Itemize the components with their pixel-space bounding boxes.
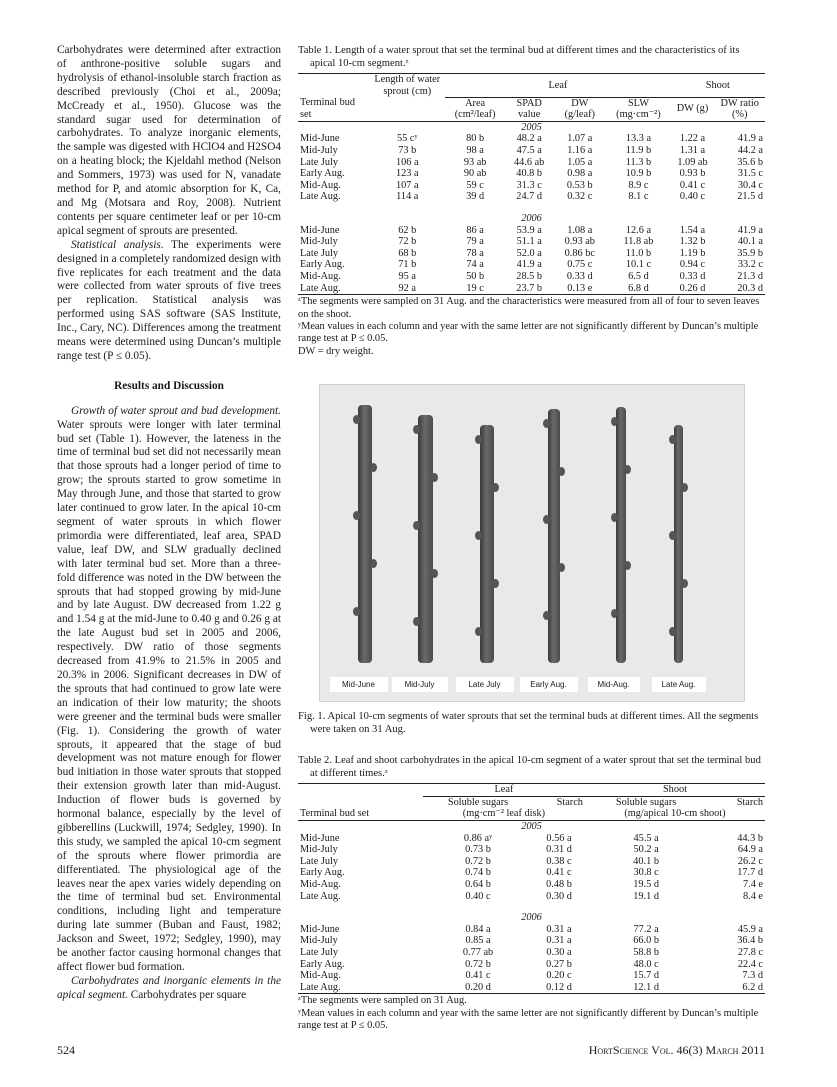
table-cell: 0.31 a: [546, 923, 572, 935]
table1-notes: [298, 296, 765, 358]
bud-mark: [543, 611, 550, 620]
table-cell: Late Aug.: [300, 282, 341, 294]
table-cell: 48.0 c: [633, 958, 659, 970]
t2-header-shoot-unit: (mg/apical 10-cm shoot): [624, 808, 726, 820]
table-cell: 44.6 ab: [514, 156, 545, 168]
table-cell: 35.9 b: [737, 247, 763, 259]
table-cell: 21.5 d: [737, 191, 763, 203]
table-row: [298, 935, 765, 947]
table-cell: 79 a: [466, 236, 484, 248]
table-cell: 39 d: [466, 191, 485, 203]
table-cell: 0.93 b: [679, 168, 706, 180]
sprout-label: Early Aug.: [520, 677, 578, 692]
table1-body: [298, 121, 765, 294]
table-cell: 1.08 a: [567, 224, 593, 236]
table-cell: 71 b: [398, 259, 417, 271]
table-cell: Mid-June: [300, 832, 340, 844]
table-cell: Mid-June: [300, 923, 340, 935]
table-cell: 0.33 d: [679, 271, 706, 282]
bud-mark: [475, 627, 482, 636]
table-cell: 44.3 b: [737, 832, 763, 844]
table-row: [298, 879, 765, 891]
table-row: [298, 248, 765, 260]
journal-line: HortScience Vol. 46(3) March 2011: [588, 1043, 765, 1057]
table-cell: 50 b: [466, 271, 485, 282]
table-cell: 44.2 a: [737, 145, 763, 157]
table-cell: 19 c: [466, 282, 484, 294]
table-row: [298, 891, 765, 903]
table-cell: 0.56 a: [546, 832, 572, 844]
figure1-caption: Fig. 1. Apical 10-cm segments of water sprouts that set the terminal buds at different times. All the segments were taken on 31 Aug.: [298, 711, 759, 736]
section-heading: Results and Discussion: [114, 379, 224, 392]
table-row: [298, 833, 765, 845]
table-cell: 40.8 b: [516, 168, 543, 180]
table-cell: 0.93 ab: [564, 236, 595, 248]
table-cell: 0.53 b: [566, 179, 593, 191]
table-cell: 55 cʸ: [397, 133, 418, 145]
bud-mark: [669, 531, 676, 540]
table-cell: 41.9 a: [737, 224, 763, 236]
table-cell: 52.0 a: [516, 247, 542, 259]
table-row: [298, 259, 765, 271]
table-cell: 8.4 e: [742, 890, 763, 902]
table-cell: 13.3 a: [625, 133, 652, 145]
left-column: [57, 44, 281, 1003]
table-row: [298, 867, 765, 879]
bud-mark: [558, 563, 565, 572]
table-cell: 19.1 d: [633, 890, 659, 902]
table-cell: 0.74 b: [465, 867, 491, 879]
table-row: [298, 947, 765, 959]
table-cell: 6.5 d: [628, 271, 649, 282]
bud-mark: [353, 415, 360, 424]
table-cell: 21.3 d: [737, 271, 763, 282]
carbohydrates-paragraph: [57, 975, 281, 1003]
bud-mark: [431, 473, 438, 482]
year-row: 2006: [521, 213, 542, 225]
table-row: [298, 856, 765, 868]
t2-header-shoot-starch: Starch: [736, 796, 763, 808]
t2-header-leaf-starch: Starch: [556, 796, 583, 808]
right-column: [298, 44, 765, 1033]
table-cell: 0.31 d: [546, 844, 572, 856]
year-row: 2005: [521, 121, 542, 133]
table-cell: 86 a: [466, 224, 484, 236]
table2-notes: [298, 995, 765, 1032]
table-cell: 0.48 b: [546, 878, 572, 890]
table-cell: 0.73 b: [465, 844, 491, 856]
table-cell: 92 a: [398, 282, 416, 294]
table-cell: 31.5 c: [737, 168, 763, 180]
table-cell: 45.9 a: [737, 923, 763, 935]
table-cell: 0.30 a: [546, 946, 572, 958]
t2-note-z: ᶻThe segments were sampled on 31 Aug.: [298, 995, 467, 1007]
table-cell: 0.20 c: [546, 970, 572, 982]
t1-note-z: ᶻThe segments were sampled on 31 Aug. and the characteristics were measured from all of four to seven leaves on the shoot.: [298, 296, 760, 320]
table-row: [298, 157, 765, 169]
table-cell: 0.41 c: [679, 179, 706, 191]
table-cell: 0.86 bc: [564, 247, 595, 259]
sprout-label: Mid-June: [330, 677, 388, 692]
table-cell: 1.07 a: [567, 133, 593, 145]
table-cell: Early Aug.: [300, 867, 345, 879]
table-cell: 50.2 a: [633, 844, 659, 856]
table-row: [298, 168, 765, 180]
table-cell: 74 a: [466, 259, 484, 271]
table-cell: 8.1 c: [628, 191, 649, 203]
table-cell: 20.3 d: [737, 282, 763, 294]
table-cell: 22.4 c: [737, 958, 763, 970]
table-cell: 10.9 b: [625, 168, 652, 180]
table-row: [298, 283, 765, 295]
table-cell: Mid-Aug.: [300, 179, 341, 191]
carb-heading: Carbohydrates and inorganic elements in the apical segment.: [57, 974, 281, 1001]
table-cell: 0.40 c: [679, 191, 706, 203]
table-cell: 6.2 d: [742, 981, 763, 993]
table-cell: 0.27 b: [546, 958, 572, 970]
bud-mark: [543, 515, 550, 524]
table-cell: 95 a: [398, 271, 416, 282]
table-row: [298, 924, 765, 936]
table-row: [298, 959, 765, 971]
table-row: [298, 133, 765, 145]
table-cell: 0.72 b: [465, 958, 491, 970]
table-row: [298, 970, 765, 982]
table-cell: 0.85 a: [465, 935, 491, 947]
table-cell: Mid-June: [300, 133, 340, 145]
t1-header-shoot-dw: DW (g): [676, 103, 709, 115]
table-cell: Mid-July: [300, 844, 338, 856]
table-cell: 24.7 d: [516, 191, 543, 203]
t1-header-shoot: Shoot: [671, 74, 765, 98]
table-cell: 0.86 aʸ: [463, 832, 493, 844]
table-cell: 0.41 c: [465, 970, 491, 982]
table-cell: 1.54 a: [679, 224, 706, 236]
t1-header-blank: [298, 74, 369, 98]
table-cell: 1.22 a: [679, 133, 706, 145]
table-cell: 62 b: [398, 224, 417, 236]
table-cell: 0.32 c: [567, 191, 593, 203]
table-cell: 90 ab: [463, 168, 487, 180]
table-cell: 40.1 a: [737, 236, 763, 248]
t2-header-leaf: Leaf: [423, 784, 585, 797]
table-cell: 26.2 c: [737, 855, 763, 867]
table-cell: 1.16 a: [567, 145, 593, 157]
bud-mark: [413, 425, 420, 434]
bud-mark: [492, 483, 499, 492]
table-row: [298, 145, 765, 157]
table-cell: Late Aug.: [300, 191, 341, 203]
t1-header-terminal: Terminal bud set: [300, 97, 356, 121]
t2-header-terminal: Terminal bud set: [300, 808, 370, 820]
bud-mark: [475, 531, 482, 540]
table-cell: Late July: [300, 156, 339, 168]
table-cell: 7.3 d: [742, 970, 763, 982]
t1-header-spad: SPAD value: [516, 97, 542, 121]
table-row: [298, 180, 765, 192]
table-cell: 1.31 a: [679, 145, 706, 157]
sprout-stem: [418, 415, 433, 663]
table-cell: 73 b: [398, 145, 417, 157]
table2-body: [298, 821, 765, 994]
table-cell: 7.4 e: [742, 878, 763, 890]
table-cell: 10.1 c: [625, 259, 652, 271]
table-cell: 1.32 b: [679, 236, 706, 248]
page-number: 524: [57, 1043, 75, 1057]
sprout-stem: [480, 425, 494, 663]
table-cell: 23.7 b: [516, 282, 543, 294]
table-cell: Mid-June: [300, 224, 340, 236]
table-cell: 80 b: [466, 133, 485, 145]
table-row: [298, 844, 765, 856]
table-cell: 0.94 c: [679, 259, 706, 271]
t2-note-y: ʸMean values in each column and year with the same letter are not significantly different by Duncan’s multiple range test at P ≤ 0.05.: [298, 1007, 759, 1032]
table-row: [298, 191, 765, 203]
figure1-photo: [319, 384, 745, 702]
table-cell: 1.05 a: [567, 156, 593, 168]
sprout-label: Mid-July: [392, 677, 448, 692]
table-cell: 11.0 b: [625, 247, 652, 259]
sprout-label: Late July: [456, 677, 514, 692]
table-cell: 41.9 a: [737, 133, 763, 145]
sprout-label: Mid-Aug.: [588, 677, 640, 692]
table-cell: Early Aug.: [300, 259, 345, 271]
table-cell: 48.2 a: [516, 133, 542, 145]
t1-note-y: ʸMean values in each column and year with the same letter are not significantly different by Duncan’s multiple range test at P ≤ 0.05.: [298, 321, 759, 345]
growth-paragraph: [57, 405, 281, 975]
bud-mark: [492, 579, 499, 588]
table-cell: 0.33 d: [566, 271, 593, 282]
bud-mark: [370, 559, 377, 568]
table-cell: 0.12 d: [546, 981, 572, 993]
t2-header-leaf-soluble: Soluble sugars: [447, 796, 509, 808]
bud-mark: [558, 467, 565, 476]
table-cell: 27.8 c: [737, 946, 763, 958]
table-cell: 0.64 b: [465, 878, 491, 890]
t1-header-length: Length of water sprout (cm): [374, 74, 441, 97]
table-cell: Early Aug.: [300, 168, 345, 180]
table-cell: 59 c: [466, 179, 484, 191]
t1-header-dw: DW (g/leaf): [564, 97, 595, 121]
table-cell: 72 b: [398, 236, 417, 248]
bud-mark: [543, 419, 550, 428]
table-cell: 0.38 c: [546, 855, 572, 867]
bud-mark: [669, 627, 676, 636]
table-cell: Mid-Aug.: [300, 271, 341, 282]
table-cell: 77.2 a: [633, 923, 659, 935]
table-cell: 0.30 d: [546, 890, 572, 902]
year-row: 2006: [521, 912, 542, 924]
table-cell: 51.1 a: [516, 236, 542, 248]
table-cell: 36.4 b: [737, 935, 763, 947]
bud-mark: [669, 435, 676, 444]
table-cell: 0.75 c: [567, 259, 593, 271]
table-cell: 53.9 a: [516, 224, 542, 236]
table-cell: 107 a: [395, 179, 419, 191]
t2-header-leaf-unit: (mg·cm⁻² leaf disk): [462, 808, 546, 820]
table-cell: Late July: [300, 855, 339, 867]
t1-note-dw: DW = dry weight.: [298, 345, 374, 357]
table-cell: 64.9 a: [737, 844, 763, 856]
bud-mark: [611, 609, 618, 618]
table-cell: 78 a: [466, 247, 484, 259]
growth-body: Water sprouts were longer with later terminal bud set (Table 1). However, the lateness in the time of terminal bud set did not necessarily mean that those sprouts had a longer period of time to grow; the sprouts started to grow sometime in May through June, and those that started to grow later continued to grow later. In the apical 10-cm segment of water sprouts in which flower primordia were differentiated, leaf area, SPAD value, leaf DW, and SLW gradually declined with later terminal bud set. More than a three-fold difference was noted in the DW between the sprouts that had stopped growing by mid-June and by late August. DW decreased from 1.22 g and 1.54 g at the mid-June to 0.40 g and 0.26 g at the late August bud set in 2005 and 2006, respectively. DW ratio of those segments decreased from 41.9% to 21.5% in 2005 and 20.3% in 2006. Significant decreases in DW of the sprouts that had continued to grow late were an indication of their low maturity; the shoots were greener and the terminal buds were smaller (Fig. 1). Considering the growth of water sprouts, it appeared that the stage of bud development was not mature enough for flower bud initiation in those water sprouts that stopped their extension growth later than mid-August. Induction of flower buds is governed by hormonal balance, especially by the level of gibberellins (Luckwill, 1974; Sedgley, 1990). In this study, we sampled the apical 10-cm segment of the sprouts where flower primordia are differentiated. The physiological age of the leaves near the apex varies widely depending on the time of terminal bud set. Environmental conditions, including light and temperature during late summer (Buban and Faust, 1982; Jackson and Sweet, 1972; Sedgley, 1990), may be another factor causing hormonal changes that affect flower bud formation.: [57, 418, 281, 973]
bud-mark: [624, 561, 631, 570]
bud-mark: [431, 569, 438, 578]
table-cell: Mid-July: [300, 145, 338, 157]
bud-mark: [611, 513, 618, 522]
bud-mark: [681, 483, 688, 492]
table-cell: 40.1 b: [633, 855, 659, 867]
bud-mark: [413, 521, 420, 530]
t1-header-leaf: Leaf: [445, 74, 670, 98]
table-cell: 0.26 d: [679, 282, 706, 294]
t1-header-slw: SLW (mg·cm⁻²): [616, 97, 661, 121]
methods-paragraph: Carbohydrates were determined after extraction of anthrone-positive soluble sugars and hydrolysis of ethanol-insoluble starch fraction as described previously (Choi et al., 2009a; McCready et al., 1950). Glucose was the standard sugar used for determination of carbohydrates. To analyze inorganic elements, the sample was digested with HClO4 and H2SO4 on a heating block; the Kjeldahl method (Nelson and Sommers, 1973) was used for N, vanadate method for P, and atomic absorption for K, Ca, and Mg (Motsara and Roy, 2008). Nutrient contents per square centimeter leaf or per 10-cm apical segment of sprouts are presented.: [57, 44, 281, 237]
table-cell: 47.5 a: [516, 145, 542, 157]
table-cell: 0.40 c: [465, 890, 491, 902]
table-cell: 19.5 d: [633, 878, 659, 890]
table-cell: Late July: [300, 946, 339, 958]
table-row: [298, 271, 765, 283]
table-cell: 15.7 d: [633, 970, 659, 982]
table-cell: Late Aug.: [300, 890, 341, 902]
table-cell: 11.9 b: [625, 145, 652, 157]
table2: [298, 783, 765, 994]
bud-mark: [681, 579, 688, 588]
table-cell: Mid-Aug.: [300, 878, 341, 890]
table-cell: 28.5 b: [516, 271, 543, 282]
table-cell: 114 a: [396, 191, 419, 203]
table-cell: 0.20 d: [465, 981, 491, 993]
table-cell: 12.6 a: [625, 224, 652, 236]
table-cell: 68 b: [398, 247, 417, 259]
table-cell: Late July: [300, 247, 339, 259]
table-cell: Mid-July: [300, 935, 338, 947]
bud-mark: [475, 435, 482, 444]
table-cell: 106 a: [395, 156, 419, 168]
table-cell: 11.3 b: [625, 156, 652, 168]
table-cell: 0.72 b: [465, 855, 491, 867]
sprout-stem: [616, 407, 626, 663]
table-cell: 11.8 ab: [623, 236, 654, 248]
table-cell: Mid-Aug.: [300, 970, 341, 982]
year-row: 2005: [521, 821, 542, 832]
bud-mark: [413, 617, 420, 626]
table1-caption: Table 1. Length of a water sprout that set the terminal bud at different times and the characteristics of its apical 10-cm segment.ᶻ: [298, 45, 740, 69]
table-cell: 66.0 b: [633, 935, 659, 947]
table-cell: Mid-July: [300, 236, 338, 248]
table-cell: 0.31 a: [546, 935, 572, 947]
growth-heading: Growth of water sprout and bud development.: [71, 404, 281, 417]
table-cell: 6.8 d: [628, 282, 649, 294]
sprout-label: Late Aug.: [652, 677, 706, 692]
statistical-analysis-paragraph: [57, 239, 281, 364]
carb-body: Carbohydrates per square: [127, 988, 247, 1001]
table-cell: 0.77 ab: [462, 946, 494, 958]
table-row: [298, 225, 765, 237]
table-cell: 35.6 b: [737, 156, 763, 168]
stat-body: The experiments were designed in a completely randomized design with five replicates for each treatment and the data were collected from water sprouts of five trees per replication. Statistical analysis was performed using SAS software (SAS Institute, Inc., Cary, NC). Differences among the treatment means were determined using Duncan’s multiple range test (P ≤ 0.05).: [57, 238, 281, 362]
table-cell: 0.98 a: [567, 168, 593, 180]
table-cell: 1.19 b: [679, 247, 706, 259]
table-cell: 0.41 c: [546, 867, 572, 879]
table-row: [298, 982, 765, 994]
table-cell: 31.3 c: [516, 179, 542, 191]
table1: [298, 73, 765, 295]
stat-heading: Statistical analysis.: [71, 238, 164, 251]
table-cell: 123 a: [395, 168, 419, 180]
bud-mark: [353, 607, 360, 616]
bud-mark: [611, 417, 618, 426]
t2-header-shoot: Shoot: [585, 784, 765, 797]
bud-mark: [624, 465, 631, 474]
t2-header-shoot-soluble: Soluble sugars: [615, 796, 677, 808]
table-cell: 98 a: [466, 145, 484, 157]
bud-mark: [353, 511, 360, 520]
sprout-stem: [358, 405, 372, 663]
table-cell: 1.09 ab: [677, 156, 708, 168]
t1-header-ratio: DW ratio (%): [720, 97, 759, 121]
bud-mark: [370, 463, 377, 472]
table-cell: 33.2 c: [737, 259, 763, 271]
table-cell: 8.9 c: [628, 179, 649, 191]
table-cell: 41.9 a: [516, 259, 542, 271]
table-cell: 93 ab: [463, 156, 487, 168]
table-cell: 0.84 a: [465, 923, 491, 935]
table-cell: 30.8 c: [633, 867, 659, 879]
table2-caption: Table 2. Leaf and shoot carbohydrates in the apical 10-cm segment of a water sprout that set the terminal bud at different times.ᶻ: [298, 755, 761, 780]
sprout-stem: [548, 409, 560, 663]
t1-header-area: Area (cm²/leaf): [454, 97, 496, 121]
table-cell: 30.4 c: [737, 179, 763, 191]
table-cell: 58.8 b: [633, 946, 659, 958]
table-cell: Late Aug.: [300, 981, 341, 993]
table-cell: 12.1 d: [633, 981, 659, 993]
table-cell: Early Aug.: [300, 958, 345, 970]
table-cell: 0.13 e: [567, 282, 593, 294]
table-cell: 17.7 d: [737, 867, 763, 879]
table-row: [298, 236, 765, 248]
table-cell: 45.5 a: [633, 832, 659, 844]
